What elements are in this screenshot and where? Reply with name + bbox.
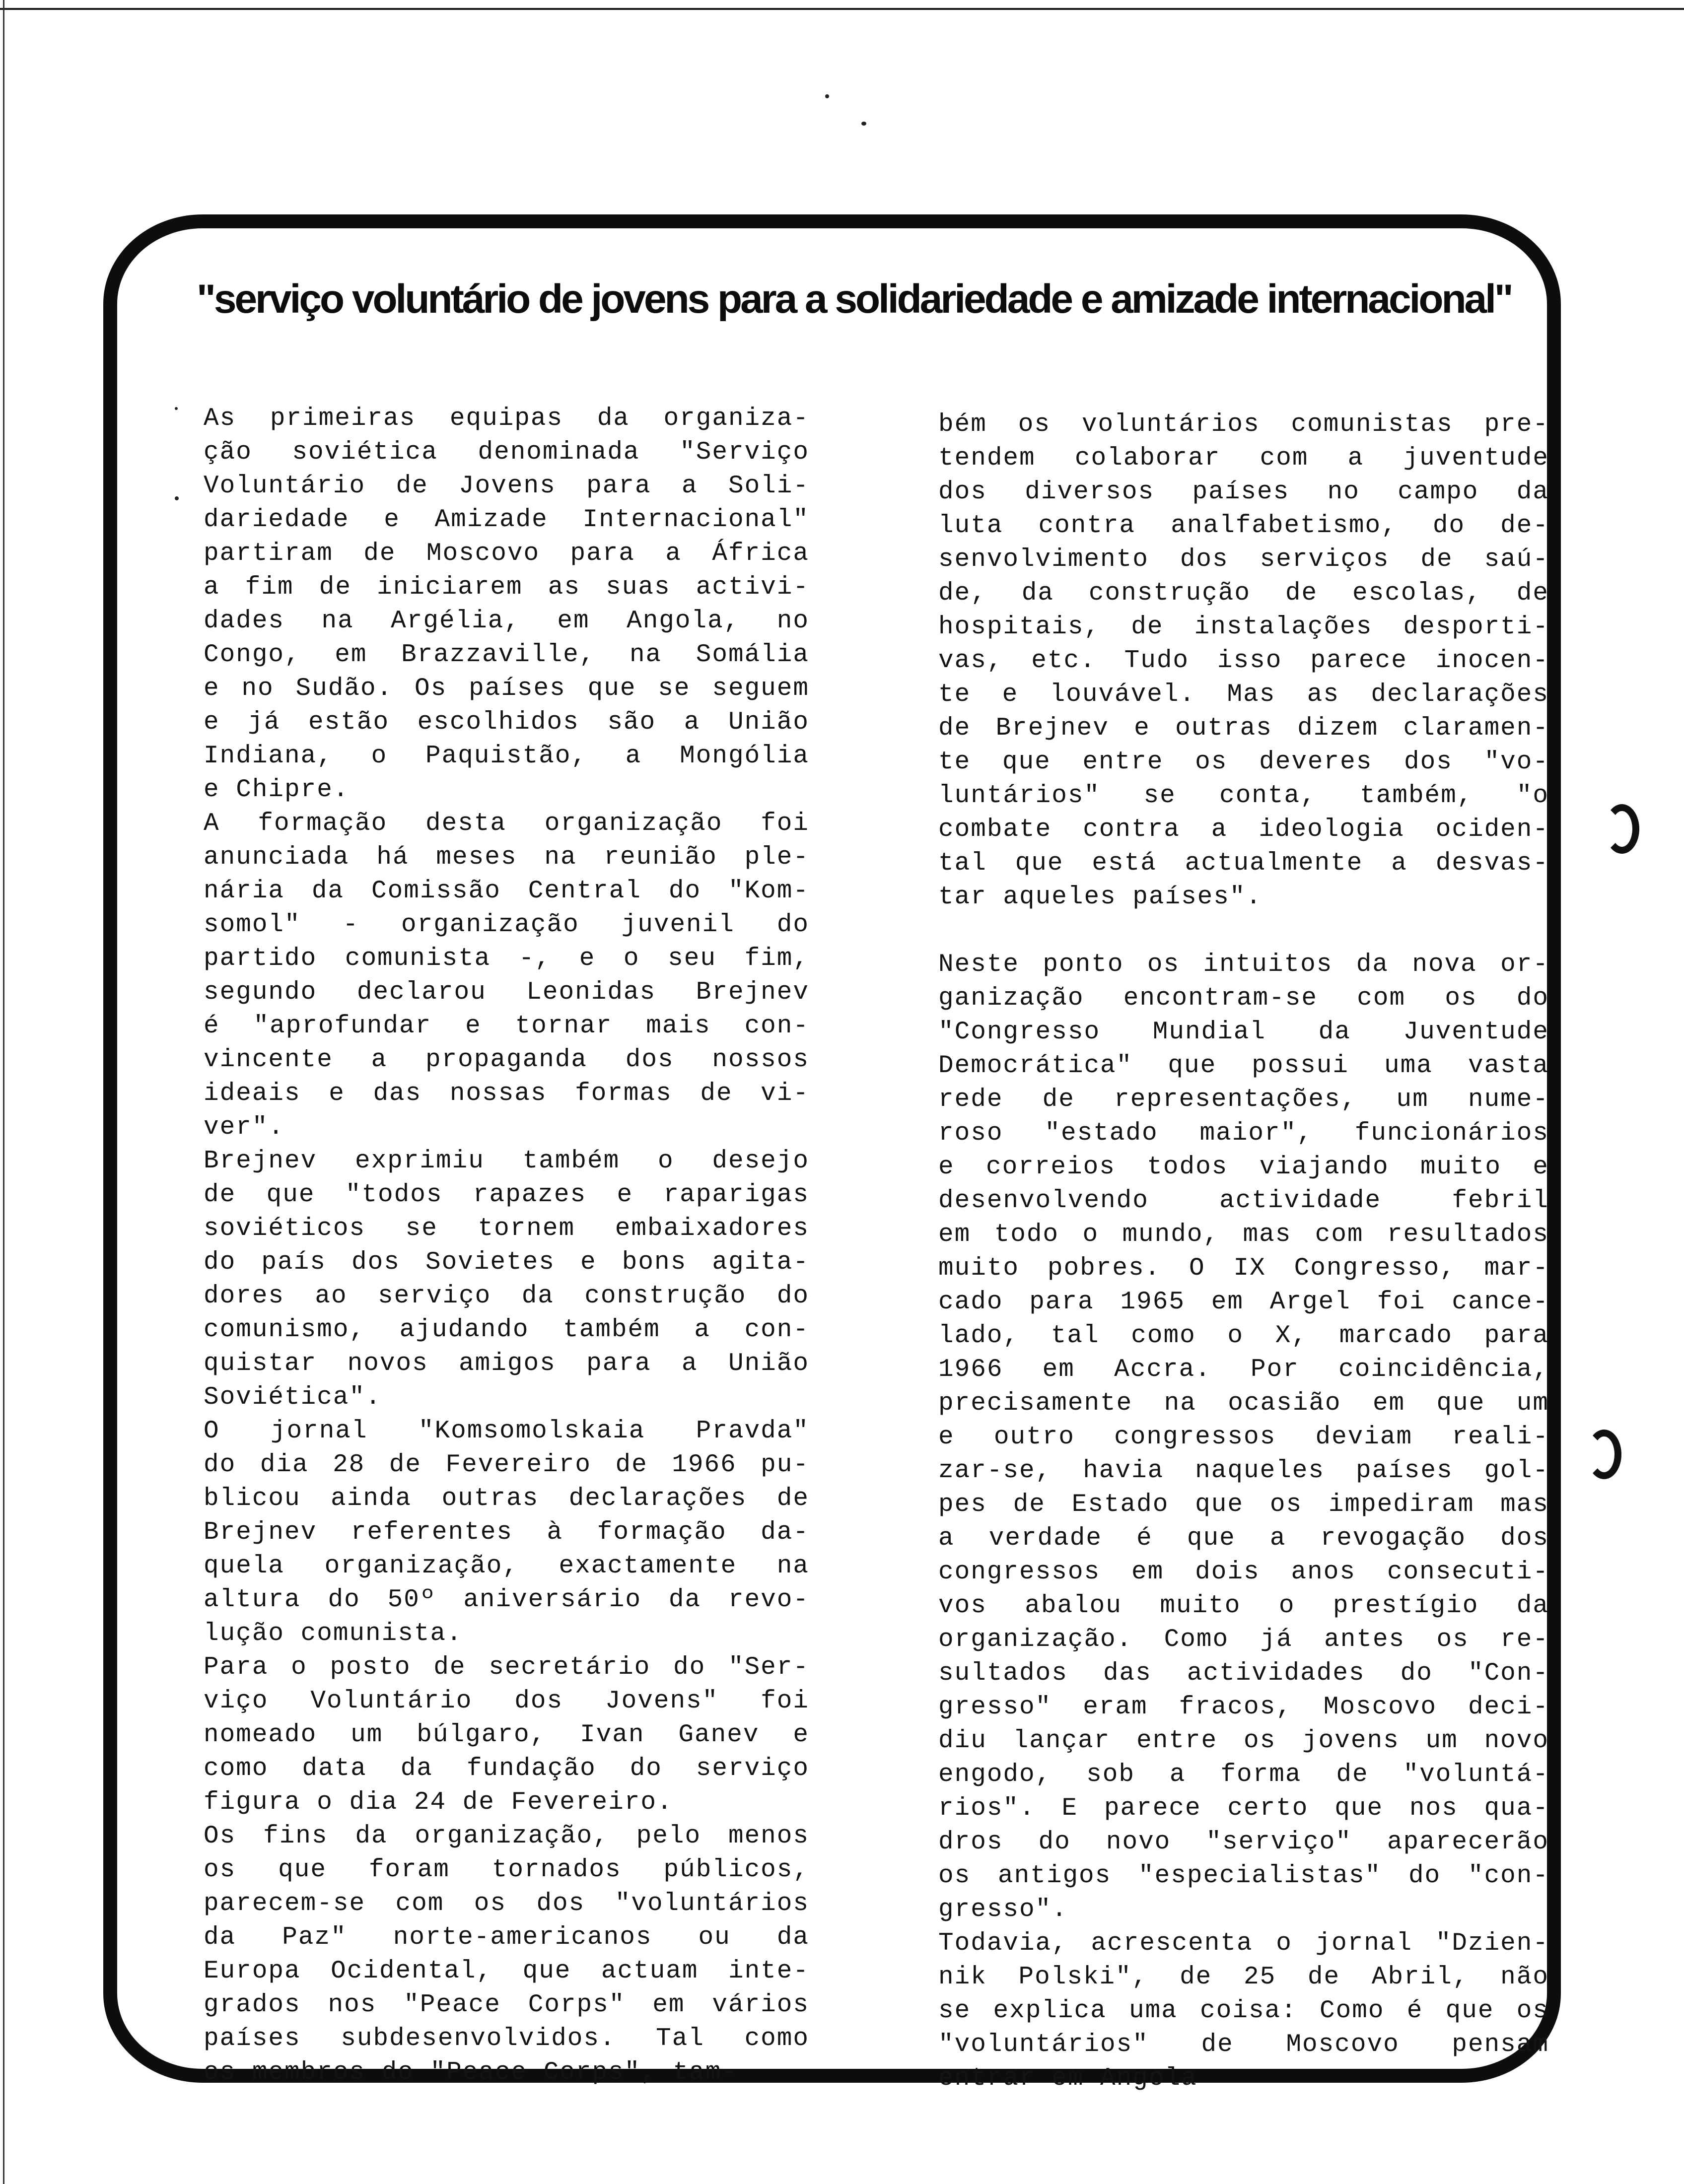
binder-hole-mark <box>1605 804 1639 854</box>
text-line: quistar novos amigos para a União <box>204 1350 809 1378</box>
text-line: partiram de Moscovo para a África <box>204 540 809 568</box>
text-line: "voluntários" de Moscovo pensam <box>938 2031 1549 2059</box>
text-line: viço Voluntário dos Jovens" foi <box>204 1687 809 1715</box>
text-line: roso "estado maior", funcionários <box>938 1119 1549 1148</box>
text-line: Brejnev referentes à formação da- <box>204 1518 809 1547</box>
text-line: os que foram tornados públicos, <box>204 1856 809 1884</box>
text-line: e outro congressos deviam reali- <box>938 1423 1549 1451</box>
text-line: ção soviética denominada "Serviço <box>204 438 809 467</box>
text-line: e Chipre. <box>204 776 350 804</box>
right-paragraph-2 <box>938 948 1549 2096</box>
text-line: da Paz" norte-americanos ou da <box>204 1923 809 1952</box>
text-line: muito pobres. O IX Congresso, mar- <box>938 1254 1549 1283</box>
text-line: soviéticos se tornem embaixadores <box>204 1215 809 1243</box>
text-line: desenvolvendo actividade febril <box>938 1187 1549 1215</box>
text-line: Neste ponto os intuitos da nova or- <box>938 951 1549 979</box>
text-line: de que "todos rapazes e raparigas <box>204 1181 809 1209</box>
text-line: Voluntário de Jovens para a Soli- <box>204 472 809 500</box>
text-line: As primeiras equipas da organiza- <box>204 405 809 433</box>
speck-mark <box>825 94 829 98</box>
text-line: te que entre os deveres dos "vo- <box>938 748 1549 776</box>
text-line: tar aqueles países". <box>938 883 1263 911</box>
text-line: segundo declarou Leonidas Brejnev <box>204 978 809 1007</box>
right-column <box>938 408 1549 2096</box>
text-line: hospitais, de instalações desporti- <box>938 613 1549 641</box>
text-line: organização. Como já antes os re- <box>938 1626 1549 1654</box>
text-line: quela organização, exactamente na <box>204 1552 809 1580</box>
text-line: figura o dia 24 de Fevereiro. <box>204 1788 673 1817</box>
text-line: Indiana, o Paquistão, a Mongólia <box>204 742 809 770</box>
text-line: se explica uma coisa: Como é que os <box>938 1997 1549 2025</box>
text-line: vas, etc. Tudo isso parece inocen- <box>938 647 1549 675</box>
text-line: rede de representações, um nume- <box>938 1086 1549 1114</box>
text-line: tal que está actualmente a desvas- <box>938 849 1549 878</box>
text-line: Os fins da organização, pelo menos <box>204 1822 809 1850</box>
text-line: e já estão escolhidos são a União <box>204 708 809 737</box>
text-line: Brejnev exprimiu também o desejo <box>204 1147 809 1175</box>
text-line: anunciada há meses na reunião ple- <box>204 843 809 872</box>
text-line: lado, tal como o X, marcado para <box>938 1322 1549 1350</box>
text-line: combate contra a ideologia ociden- <box>938 816 1549 844</box>
text-line: nária da Comissão Central do "Kom- <box>204 877 809 905</box>
text-line: entrar em Angola <box>938 2064 1197 2093</box>
text-line: a verdade é que a revogação dos <box>938 1524 1549 1553</box>
text-line: congressos em dois anos consecuti- <box>938 1558 1549 1586</box>
text-line: partido comunista -, e o seu fim, <box>204 945 809 973</box>
text-line: nomeado um búlgaro, Ivan Ganev e <box>204 1721 809 1749</box>
text-line: somol" - organização juvenil do <box>204 911 809 939</box>
text-line: "Congresso Mundial da Juventude <box>938 1018 1549 1046</box>
article-headline: "serviço voluntário de jovens para a solidariedade e amizade internacional" <box>197 276 1512 322</box>
text-line: Democrática" que possui uma vasta <box>938 1052 1549 1080</box>
text-line: gresso". <box>938 1896 1068 1924</box>
text-line: zar-se, havia naqueles países gol- <box>938 1457 1549 1485</box>
text-line: bém os voluntários comunistas pre- <box>938 410 1549 439</box>
text-line: gresso" eram fracos, Moscovo deci- <box>938 1693 1549 1721</box>
text-line: dros do novo "serviço" aparecerão <box>938 1828 1549 1856</box>
text-line: em todo o mundo, mas com resultados <box>938 1221 1549 1249</box>
text-line: dores ao serviço da construção do <box>204 1282 809 1310</box>
text-line: pes de Estado que os impediram mas <box>938 1491 1549 1519</box>
text-line: Todavia, acrescenta o jornal "Dzien- <box>938 1929 1549 1958</box>
binder-hole-mark <box>1587 1430 1621 1479</box>
text-line: do dia 28 de Fevereiro de 1966 pu- <box>204 1451 809 1479</box>
text-line: A formação desta organização foi <box>204 810 809 838</box>
text-line: luta contra analfabetismo, do de- <box>938 512 1549 540</box>
text-line: como data da fundação do serviço <box>204 1755 809 1783</box>
right-paragraph-1 <box>938 408 1549 914</box>
text-line: luntários" se conta, também, "o <box>938 782 1549 810</box>
text-line: Para o posto de secretário do "Ser- <box>204 1653 809 1682</box>
scan-left-edge <box>0 0 4 2184</box>
text-line: blicou ainda outras declarações de <box>204 1485 809 1513</box>
text-line: ver". <box>204 1113 285 1142</box>
text-line: do país dos Sovietes e bons agita- <box>204 1248 809 1277</box>
text-line: comunismo, ajudando também a con- <box>204 1316 809 1344</box>
text-line: engodo, sob a forma de "voluntá- <box>938 1761 1549 1789</box>
text-line: cado para 1965 em Argel foi cance- <box>938 1288 1549 1316</box>
text-line: é "aprofundar e tornar mais con- <box>204 1012 809 1040</box>
text-line: países subdesenvolvidos. Tal como <box>204 2025 809 2053</box>
text-line: rios". E parece certo que nos qua- <box>938 1794 1549 1823</box>
text-line: sultados das actividades do "Con- <box>938 1659 1549 1688</box>
text-line: grados nos "Peace Corps" em vários <box>204 1991 809 2019</box>
text-line: de, da construção de escolas, de <box>938 579 1549 608</box>
text-line: ideais e das nossas formas de vi- <box>204 1080 809 1108</box>
text-line: tendem colaborar com a juventude <box>938 444 1549 473</box>
text-line: nik Polski", de 25 de Abril, não <box>938 1963 1549 1991</box>
text-line: os antigos "especialistas" do "con- <box>938 1862 1549 1890</box>
text-line: O jornal "Komsomolskaia Pravda" <box>204 1417 809 1445</box>
text-line: e no Sudão. Os países que se seguem <box>204 675 809 703</box>
text-line: te e louvável. Mas as declarações <box>938 681 1549 709</box>
text-line: de Brejnev e outras dizem claramen- <box>938 714 1549 743</box>
text-line: vincente a propaganda dos nossos <box>204 1046 809 1074</box>
text-line: dades na Argélia, em Angola, no <box>204 607 809 635</box>
text-line: 1966 em Accra. Por coincidência, <box>938 1356 1549 1384</box>
text-line: Europa Ocidental, que actuam inte- <box>204 1957 809 1985</box>
text-line: dariedade e Amizade Internacional" <box>204 506 809 534</box>
paragraph-gap <box>938 914 1549 948</box>
text-line: a fim de iniciarem as suas activi- <box>204 573 809 602</box>
text-line: ganização encontram-se com os do <box>938 984 1549 1013</box>
text-line: senvolvimento dos serviços de saú- <box>938 546 1549 574</box>
text-line: vos abalou muito o prestígio da <box>938 1592 1549 1620</box>
text-line: os membros do "Peace Corps", tam- <box>204 2058 738 2087</box>
text-line: precisamente na ocasião em que um <box>938 1389 1549 1418</box>
text-line: Congo, em Brazzaville, na Somália <box>204 641 809 669</box>
text-line: e correios todos viajando muito e <box>938 1153 1549 1181</box>
left-column <box>204 402 809 2090</box>
text-line: Soviética". <box>204 1383 382 1412</box>
text-line: lução comunista. <box>204 1620 463 1648</box>
text-line: parecem-se com os dos "voluntários <box>204 1890 809 1918</box>
text-line: altura do 50º aniversário da revo- <box>204 1586 809 1614</box>
speck-mark <box>861 122 866 126</box>
scan-top-edge <box>0 0 1684 10</box>
text-line: diu lançar entre os jovens um novo <box>938 1727 1549 1755</box>
text-line: dos diversos países no campo da <box>938 478 1549 506</box>
